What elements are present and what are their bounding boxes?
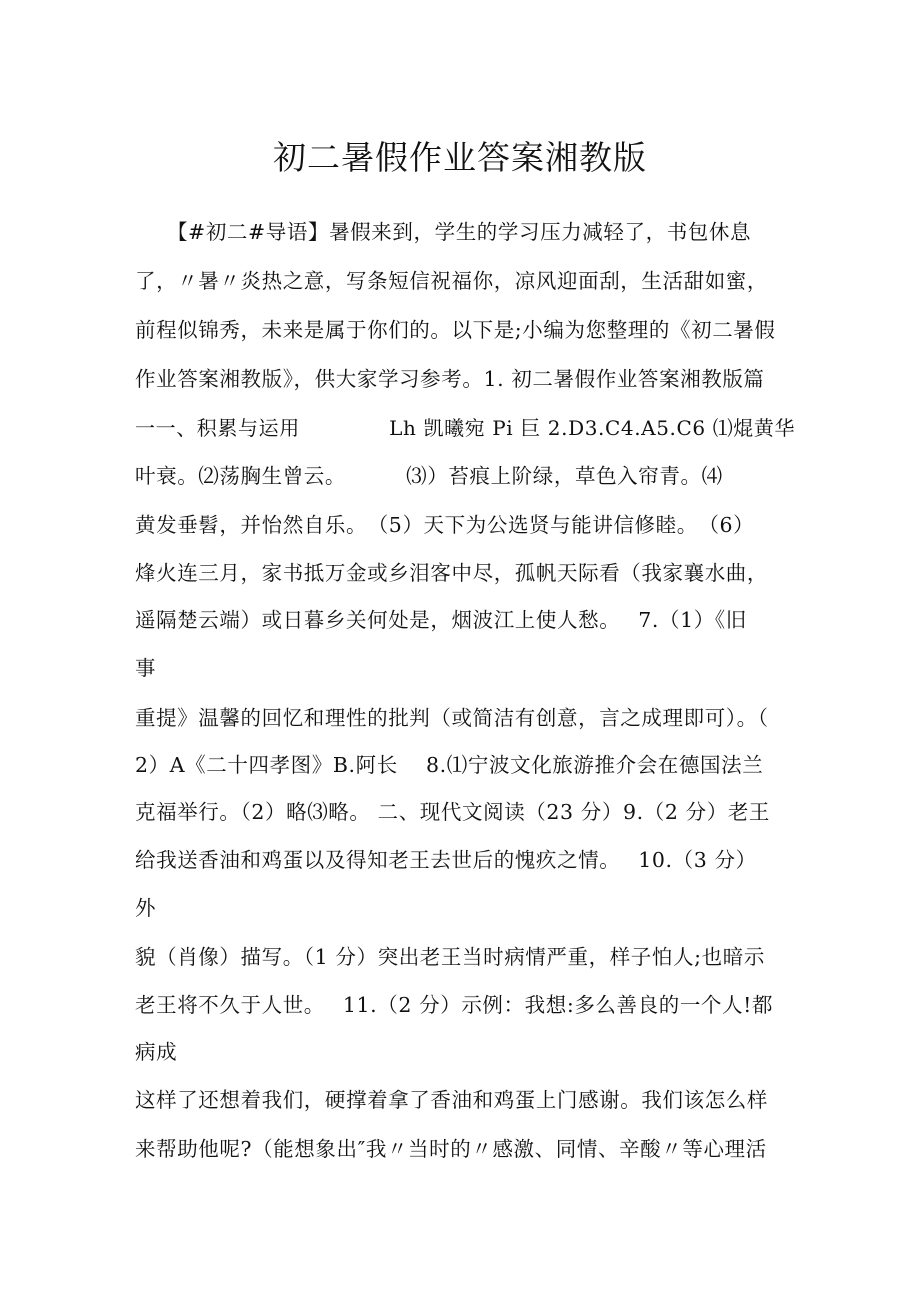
document-title: 初二暑假作业答案湘教版 — [273, 138, 647, 177]
text-line: 前程似锦秀，未来是属于你们的。以下是;小编为您整理的《初二暑假 — [135, 318, 776, 342]
text-line: 【#初二#导语】暑假来到，学生的学习压力减轻了，书包休息 — [135, 220, 752, 244]
text-line: 烽火连三月，家书抵万金或乡泪客中尽，孤帆天际看（我家襄水曲， — [135, 561, 768, 585]
text-line: 叶衰。⑵荡胸生曾云。 ⑶）苔痕上阶绿，草色入帘青。⑷ — [135, 464, 723, 488]
text-line: 黄发垂髫，并怡然自乐。 （5）天下为公选贤与能讲信修睦。 （6） — [135, 513, 755, 537]
text-line: 貌（肖像）描写。（1 分）突出老王当时病情严重，样子怕人;也暗示 — [135, 945, 765, 969]
text-line: 遥隔楚云端）或日暮乡关何处是，烟波江上使人愁。 7.（1）《旧 — [135, 608, 747, 632]
text-line: 这样了还想着我们，硬撑着拿了香油和鸡蛋上门感谢。我们该怎么样 — [135, 1088, 768, 1112]
text-line: 作业答案湘教版》，供大家学习参考。1. 初二暑假作业答案湘教版篇 — [135, 367, 765, 391]
text-line: 事 — [135, 656, 157, 680]
text-line: 给我送香油和鸡蛋以及得知老王去世后的愧疚之情。 10.（3 分） — [135, 848, 757, 872]
text-line: 2）A《二十四孝图》B.阿长 8.⑴宁波文化旅游推介会在德国法兰 — [135, 753, 764, 777]
text-line: 重提》温馨的回忆和理性的批判（或简洁有创意，言之成理即可）。（ — [135, 706, 769, 730]
text-line: 克福举行。（2）略⑶略。 二、现代文阅读（23 分）9.（2 分）老王 — [135, 800, 771, 824]
text-line: 一一、积累与运用 Lh 凯曦宛 Pi 巨 2.D3.C4.A5.C6 ⑴焜黄华 — [135, 416, 796, 440]
text-line: 外 — [135, 896, 157, 920]
text-line: 来帮助他呢?（能想象出″我〃当时的〃感激、同情、辛酸〃等心理活 — [135, 1137, 767, 1161]
text-line: 病成 — [135, 1040, 178, 1064]
text-line: 了，〃暑〃炎热之意，写条短信祝福你，凉风迎面刮，生活甜如蜜， — [135, 269, 768, 293]
text-line: 老王将不久于人世。 11.（2 分）示例：我想:多么善良的一个人!都 — [135, 993, 774, 1017]
